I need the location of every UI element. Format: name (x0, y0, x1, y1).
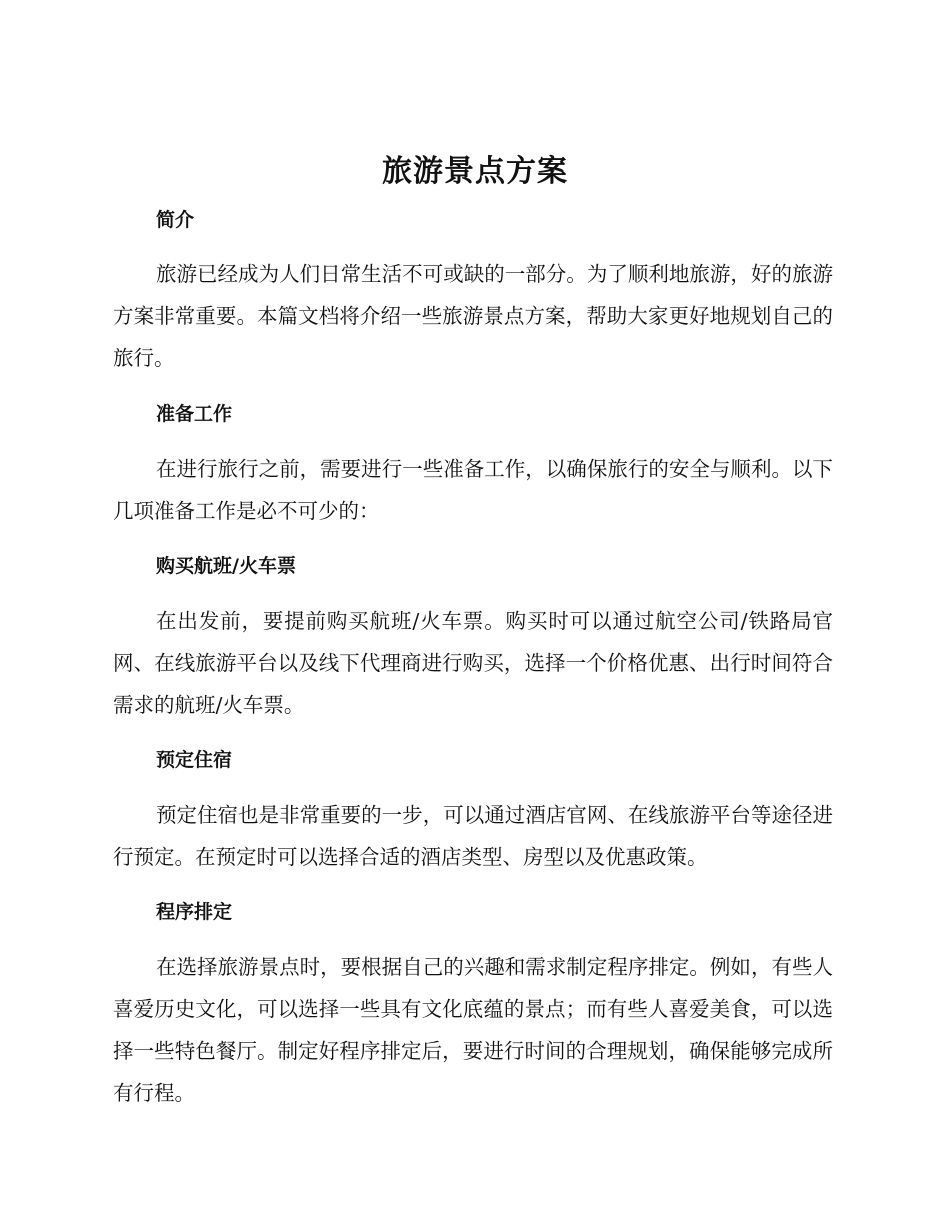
section-paragraph-itinerary: 在选择旅游景点时，要根据自己的兴趣和需求制定程序排定。例如，有些人喜爱历史文化，可以选择一些具有文化底蕴的景点；而有些人喜爱美食，可以选择一些特色餐厅。制定好程序排定后，要进行时间的合理规划，确保能够完成所有行程。 (113, 955, 833, 1105)
section-paragraph-accommodation: 预定住宿也是非常重要的一步，可以通过酒店官网、在线旅游平台等途径进行预定。在预定时可以选择合适的酒店类型、房型以及优惠政策。 (113, 803, 833, 869)
section-heading-preparation: 准备工作 (156, 403, 233, 425)
section-heading-intro: 简介 (156, 209, 195, 231)
section-heading-itinerary: 程序排定 (156, 901, 233, 923)
section-paragraph-preparation: 在进行旅行之前，需要进行一些准备工作，以确保旅行的安全与顺利。以下几项准备工作是必不可少的： (113, 457, 833, 523)
section-heading-tickets: 购买航班/火车票 (156, 555, 296, 577)
section-paragraph-tickets: 在出发前，要提前购买航班/火车票。购买时可以通过航空公司/铁路局官网、在线旅游平台以及线下代理商进行购买，选择一个价格优惠、出行时间符合需求的航班/火车票。 (113, 609, 833, 717)
section-heading-accommodation: 预定住宿 (156, 749, 233, 771)
section-paragraph-intro: 旅游已经成为人们日常生活不可或缺的一部分。为了顺利地旅游，好的旅游方案非常重要。本篇文档将介绍一些旅游景点方案，帮助大家更好地规划自己的旅行。 (113, 262, 833, 370)
document-title: 旅游景点方案 (382, 154, 568, 189)
